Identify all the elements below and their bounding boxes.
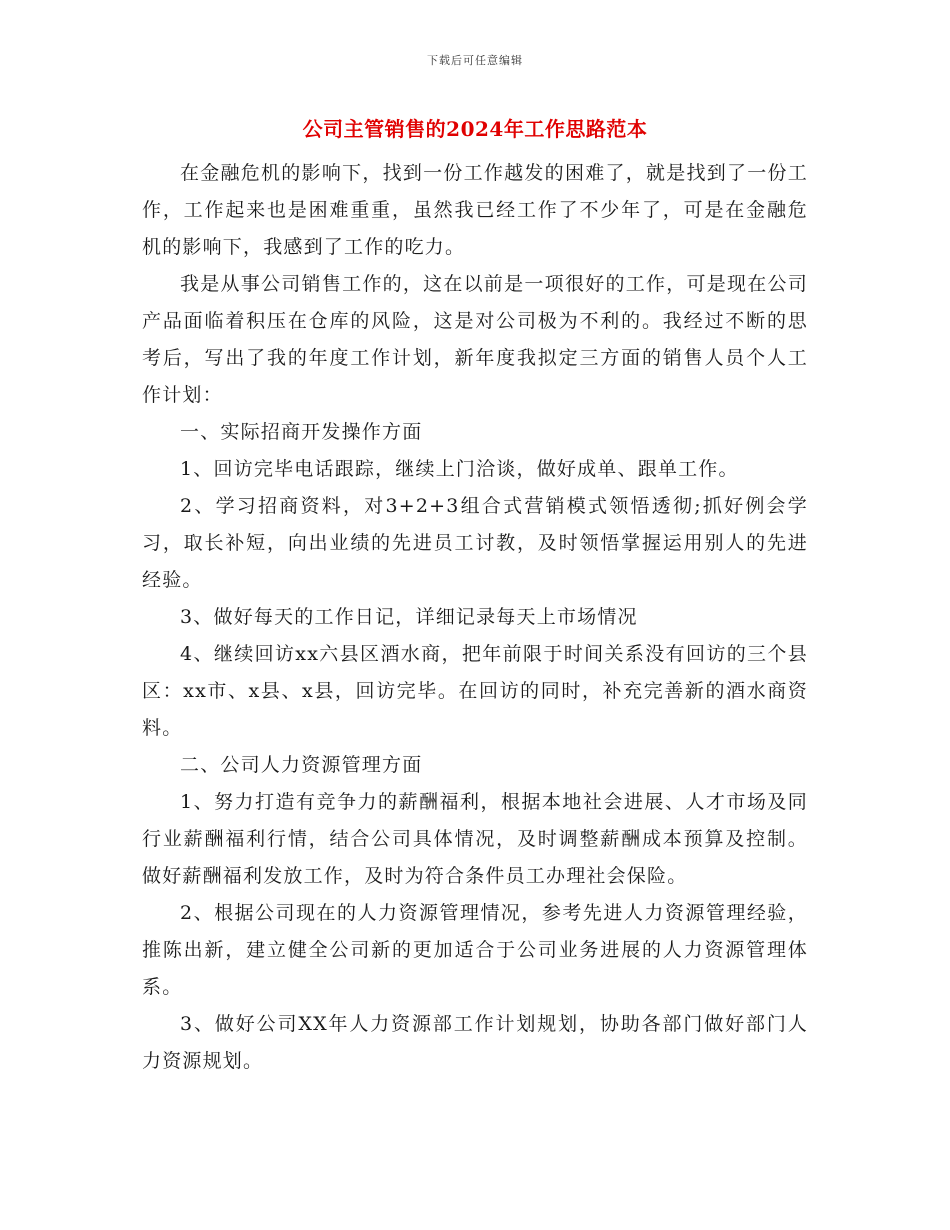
list-item-2-3: 3、做好公司XX年人力资源部工作计划规划，协助各部门做好部门人力资源规划。 <box>142 1013 808 1072</box>
list-item-1-3: 3、做好每天的工作日记，详细记录每天上市场情况 <box>180 606 638 628</box>
section-heading-2: 二、公司人力资源管理方面 <box>180 754 423 776</box>
section-heading-1: 一、实际招商开发操作方面 <box>180 421 423 443</box>
header-note: 下载后可任意编辑 <box>427 54 523 67</box>
paragraph-intro: 在金融危机的影响下，找到一份工作越发的困难了，就是找到了一份工作，工作起来也是困难重重，虽然我已经工作了不少年了，可是在金融危机的影响下，我感到了工作的吃力。 <box>142 162 808 258</box>
document-body <box>142 155 808 1080</box>
document-title: 公司主管销售的2024年工作思路范本 <box>302 117 648 141</box>
list-item-1-4: 4、继续回访xx六县区酒水商，把年前限于时间关系没有回访的三个县区：xx市、x县、x县，回访完毕。在回访的同时，补充完善新的酒水商资料。 <box>142 643 808 739</box>
paragraph-background: 我是从事公司销售工作的，这在以前是一项很好的工作，可是现在公司产品面临着积压在仓库的风险，这是对公司极为不利的。我经过不断的思考后，写出了我的年度工作计划，新年度我拟定三方面的销售人员个人工作计划： <box>142 273 808 406</box>
list-item-2-2: 2、根据公司现在的人力资源管理情况，参考先进人力资源管理经验，推陈出新，建立健全公司新的更加适合于公司业务进展的人力资源管理体系。 <box>142 902 808 998</box>
list-item-1-2: 2、学习招商资料，对3+2+3组合式营销模式领悟透彻;抓好例会学习，取长补短，向出业绩的先进员工讨教，及时领悟掌握运用别人的先进经验。 <box>142 495 808 591</box>
list-item-2-1: 1、努力打造有竞争力的薪酬福利，根据本地社会进展、人才市场及同行业薪酬福利行情，结合公司具体情况，及时调整薪酬成本预算及控制。做好薪酬福利发放工作，及时为符合条件员工办理社会保险。 <box>142 791 808 887</box>
list-item-1-1: 1、回访完毕电话跟踪，继续上门洽谈，做好成单、跟单工作。 <box>180 458 739 480</box>
